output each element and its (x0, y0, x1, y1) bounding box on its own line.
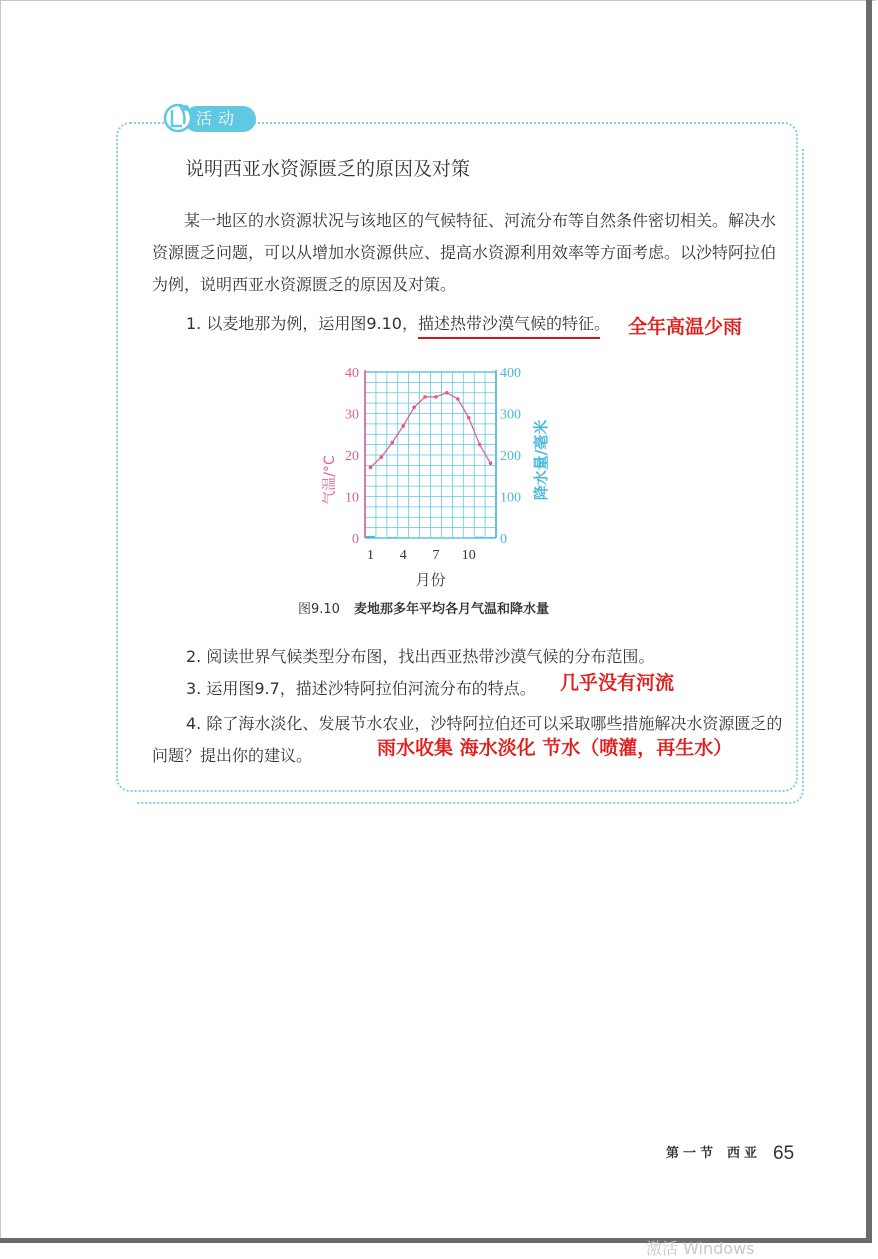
climate-chart-svg (300, 360, 580, 600)
question-1-suffix: 。 (594, 314, 610, 333)
temperature-point (467, 416, 471, 420)
footer-region: 西亚 (727, 1146, 761, 1161)
right-tick-label: 100 (500, 491, 521, 506)
temperature-point (445, 391, 449, 395)
question-1 (186, 311, 610, 334)
answer-4-handwritten: 雨水收集 海水淡化 节水（喷灌，再生水） (377, 733, 732, 760)
answer-1-handwritten: 全年高温少雨 (628, 312, 742, 339)
figure-title: 麦地那多年平均各月气温和降水量 (354, 602, 549, 617)
figure-number: 图9.10 (298, 602, 340, 617)
question-4: 4. 除了海水淡化、发展节水农业，沙特阿拉伯还可以采取哪些措施解决水资源匮乏的问题？提出你的建议。 (152, 708, 792, 772)
page-number: 65 (773, 1143, 794, 1164)
activity-badge (160, 100, 258, 134)
figure-caption (298, 598, 549, 617)
right-axis-label: 降水量/毫米 (532, 420, 550, 500)
intro-paragraph: 某一地区的水资源状况与该地区的气候特征、河流分布等自然条件密切相关。解决水资源匮乏问题，可以从增加水资源供应、提高水资源利用效率等方面考虑。以沙特阿拉伯为例，说明西亚水资源匮乏的原因及对策。 (152, 205, 782, 301)
temperature-point (369, 466, 373, 470)
x-tick-label: 7 (432, 548, 439, 563)
right-tick-label: 200 (500, 449, 521, 464)
page-footer (666, 1141, 794, 1163)
activity-heading: 说明西亚水资源匮乏的原因及对策 (185, 154, 470, 181)
left-tick-label: 0 (352, 532, 359, 547)
temperature-point (401, 424, 405, 428)
climate-chart (300, 360, 580, 600)
temperature-point (423, 395, 427, 399)
x-tick-label: 1 (367, 548, 374, 563)
precipitation-bar (486, 537, 495, 538)
temperature-point (434, 395, 438, 399)
temperature-point (380, 455, 384, 459)
left-tick-label: 20 (345, 449, 359, 464)
temperature-point (456, 397, 460, 401)
x-tick-label: 10 (462, 548, 476, 563)
right-tick-label: 300 (500, 408, 521, 423)
left-tick-label: 30 (345, 408, 359, 423)
precipitation-bar (475, 537, 484, 538)
question-1-underlined: 描述热带沙漠气候的特征 (418, 314, 594, 333)
precipitation-bar (388, 537, 397, 538)
question-3: 3. 运用图9.7，描述沙特阿拉伯河流分布的特点。 (186, 676, 536, 699)
activity-icon (160, 100, 200, 134)
windows-watermark: 激活 Windows (646, 1236, 755, 1259)
left-tick-label: 40 (345, 366, 359, 381)
temperature-point (390, 441, 394, 445)
x-axis-label: 月份 (415, 571, 445, 589)
question-2: 2. 阅读世界气候类型分布图，找出西亚热带沙漠气候的分布范围。 (186, 644, 654, 667)
temperature-point (489, 462, 493, 466)
right-tick-label: 0 (500, 532, 507, 547)
activity-badge-label: 活动 (196, 106, 240, 132)
answer-3-handwritten: 几乎没有河流 (560, 668, 674, 695)
right-tick-label: 400 (500, 366, 521, 381)
precipitation-bar (366, 536, 375, 538)
footer-section: 第一节 (666, 1146, 717, 1161)
left-tick-label: 10 (345, 491, 359, 506)
temperature-point (412, 405, 416, 409)
left-axis-label: 气温/°C (322, 455, 338, 505)
temperature-point (478, 443, 482, 447)
question-1-prefix: 1. 以麦地那为例，运用图9.10， (186, 314, 418, 333)
x-tick-label: 4 (400, 548, 407, 563)
